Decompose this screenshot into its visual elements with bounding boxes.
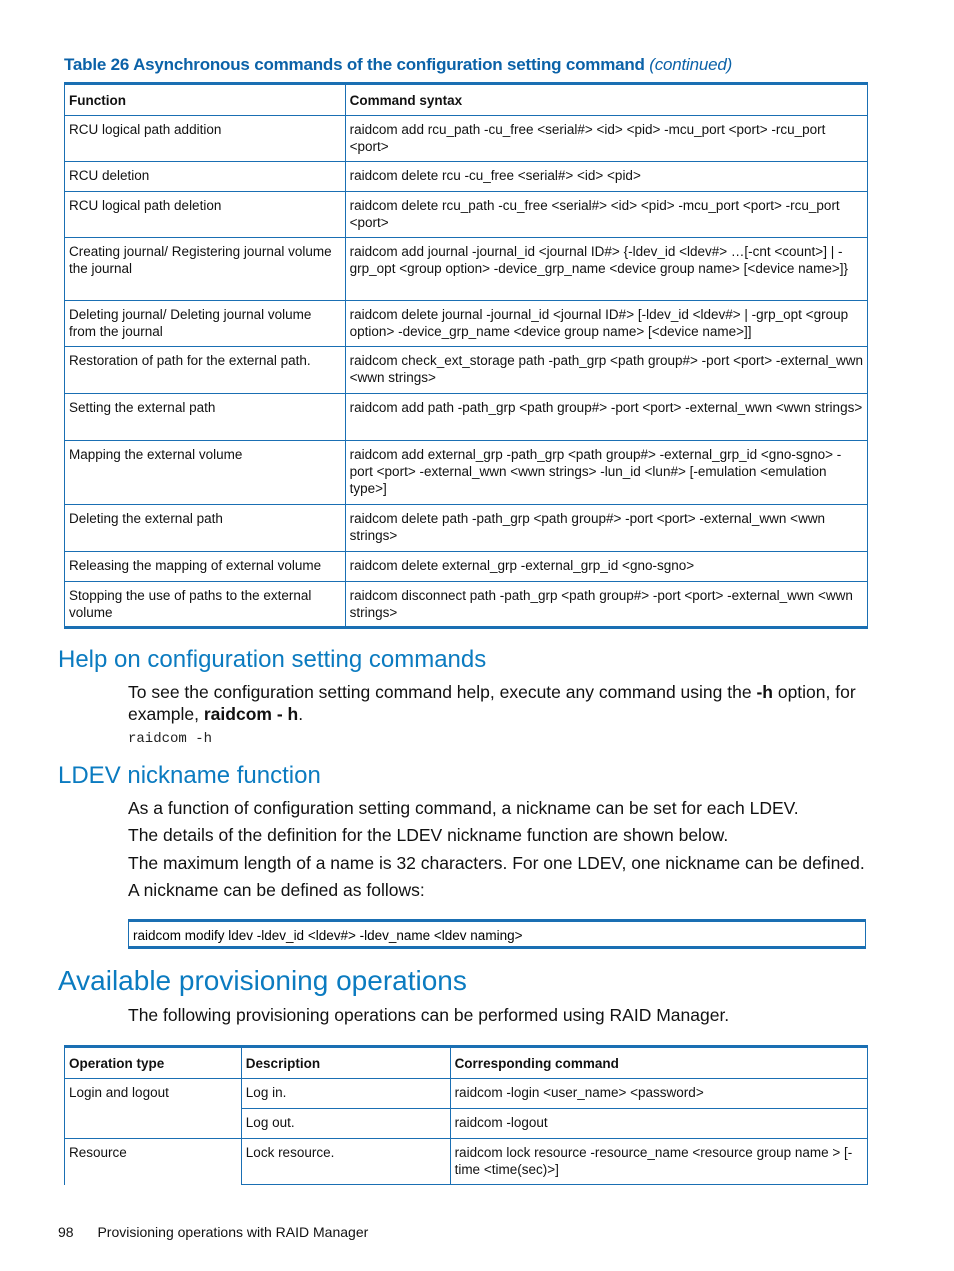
- help-code-example: raidcom -h: [128, 731, 213, 747]
- table-header-row: [65, 1047, 868, 1079]
- async-commands-table: [64, 82, 868, 629]
- function-cell: Deleting journal/ Deleting journal volume from the journal: [65, 301, 346, 347]
- ldev-paragraph: A nickname can be defined as follows:: [128, 880, 425, 900]
- table-row: [65, 394, 868, 441]
- ldev-command: raidcom modify ldev -ldev_id <ldev#> -ldev_name <ldev naming>: [133, 928, 523, 943]
- table-row: [65, 116, 868, 162]
- ldev-command-box: [128, 919, 866, 949]
- page-footer: [58, 1224, 368, 1240]
- command-cell: raidcom add rcu_path -cu_free <serial#> <id> <pid> -mcu_port <port> -rcu_port <port>: [345, 116, 867, 162]
- help-paragraph: [128, 681, 858, 725]
- function-cell: Releasing the mapping of external volume: [65, 552, 346, 582]
- table-row: [65, 552, 868, 582]
- table-row: [65, 441, 868, 505]
- table-row: [65, 301, 868, 347]
- help-text-middle: option, for example,: [128, 682, 856, 724]
- table-caption-continued: (continued): [649, 55, 733, 74]
- operation-type-cell: Login and logout: [65, 1079, 242, 1139]
- ldev-paragraph: The maximum length of a name is 32 characters. For one LDEV, one nickname can be defined.: [128, 853, 865, 873]
- table-caption-title: Table 26 Asynchronous commands of the configuration setting command: [64, 55, 645, 74]
- table-row: [65, 1139, 868, 1185]
- function-cell: Restoration of path for the external path.: [65, 347, 346, 394]
- table-caption: [64, 55, 732, 75]
- help-text-before: To see the configuration setting command help, execute any command using the: [128, 682, 757, 702]
- function-cell: Deleting the external path: [65, 505, 346, 552]
- table-row: [65, 162, 868, 192]
- header-function: Function: [65, 84, 346, 116]
- command-cell: raidcom delete rcu -cu_free <serial#> <id> <pid>: [345, 162, 867, 192]
- function-cell: RCU logical path deletion: [65, 192, 346, 238]
- operation-type-cell: Resource: [65, 1139, 242, 1185]
- command-cell: raidcom delete path -path_grp <path group#> -port <port> -external_wwn <wwn strings>: [345, 505, 867, 552]
- function-cell: RCU deletion: [65, 162, 346, 192]
- ldev-section-heading: LDEV nickname function: [58, 762, 321, 789]
- command-cell: raidcom -logout: [450, 1109, 867, 1139]
- function-cell: Setting the external path: [65, 394, 346, 441]
- header-corresponding-command: Corresponding command: [450, 1047, 867, 1079]
- function-cell: RCU logical path addition: [65, 116, 346, 162]
- function-cell: Stopping the use of paths to the external volume: [65, 582, 346, 628]
- ldev-paragraph: As a function of configuration setting command, a nickname can be set for each LDEV.: [128, 798, 799, 818]
- header-command-syntax: Command syntax: [345, 84, 867, 116]
- help-option: -h: [756, 682, 773, 702]
- table-row: [65, 582, 868, 628]
- table-row: [65, 238, 868, 301]
- help-text-after: .: [298, 704, 304, 724]
- command-cell: raidcom add path -path_grp <path group#> -port <port> -external_wwn <wwn strings>: [345, 394, 867, 441]
- description-cell: Log in.: [241, 1079, 450, 1109]
- provisioning-section-heading: Available provisioning operations: [58, 965, 467, 996]
- ldev-paragraph: The details of the definition for the LDEV nickname function are shown below.: [128, 825, 729, 845]
- header-description: Description: [241, 1047, 450, 1079]
- command-cell: raidcom add external_grp -path_grp <path group#> -external_grp_id <gno-sgno> -port <port> -external_wwn <wwn strings> -lun_id <lun#> [-emulation <emulation type>]: [345, 441, 867, 505]
- command-cell: raidcom disconnect path -path_grp <path group#> -port <port> -external_wwn <wwn strings>: [345, 582, 867, 628]
- provisioning-intro: The following provisioning operations can be performed using RAID Manager.: [128, 1005, 730, 1025]
- table-header-row: [65, 84, 868, 116]
- description-cell: Log out.: [241, 1109, 450, 1139]
- command-cell: raidcom add journal -journal_id <journal ID#> {-ldev_id <ldev#> …[-cnt <count>] | -grp_opt <group option> -device_grp_name <device group name> [<device name>]}: [345, 238, 867, 301]
- table-row: [65, 192, 868, 238]
- command-cell: raidcom delete journal -journal_id <journal ID#> [-ldev_id <ldev#> | -grp_opt <group option> -device_grp_name <device group name> [<device name>]]: [345, 301, 867, 347]
- table-row: [65, 505, 868, 552]
- help-section-heading: Help on configuration setting commands: [58, 646, 487, 673]
- header-operation-type: Operation type: [65, 1047, 242, 1079]
- table-row: [65, 347, 868, 394]
- page-number: 98: [58, 1224, 74, 1240]
- provisioning-operations-table: [64, 1045, 868, 1185]
- function-cell: Creating journal/ Registering journal volume the journal: [65, 238, 346, 301]
- command-cell: raidcom lock resource -resource_name <resource group name > [-time <time(sec)>]: [450, 1139, 867, 1185]
- footer-title: Provisioning operations with RAID Manager: [97, 1224, 369, 1240]
- command-cell: raidcom check_ext_storage path -path_grp <path group#> -port <port> -external_wwn <wwn strings>: [345, 347, 867, 394]
- function-cell: Mapping the external volume: [65, 441, 346, 505]
- help-example: raidcom - h: [203, 704, 299, 724]
- table-row: [65, 1079, 868, 1109]
- description-cell: Lock resource.: [241, 1139, 450, 1185]
- command-cell: raidcom delete external_grp -external_grp_id <gno-sgno>: [345, 552, 867, 582]
- command-cell: raidcom delete rcu_path -cu_free <serial#> <id> <pid> -mcu_port <port> -rcu_port <port>: [345, 192, 867, 238]
- command-cell: raidcom -login <user_name> <password>: [450, 1079, 867, 1109]
